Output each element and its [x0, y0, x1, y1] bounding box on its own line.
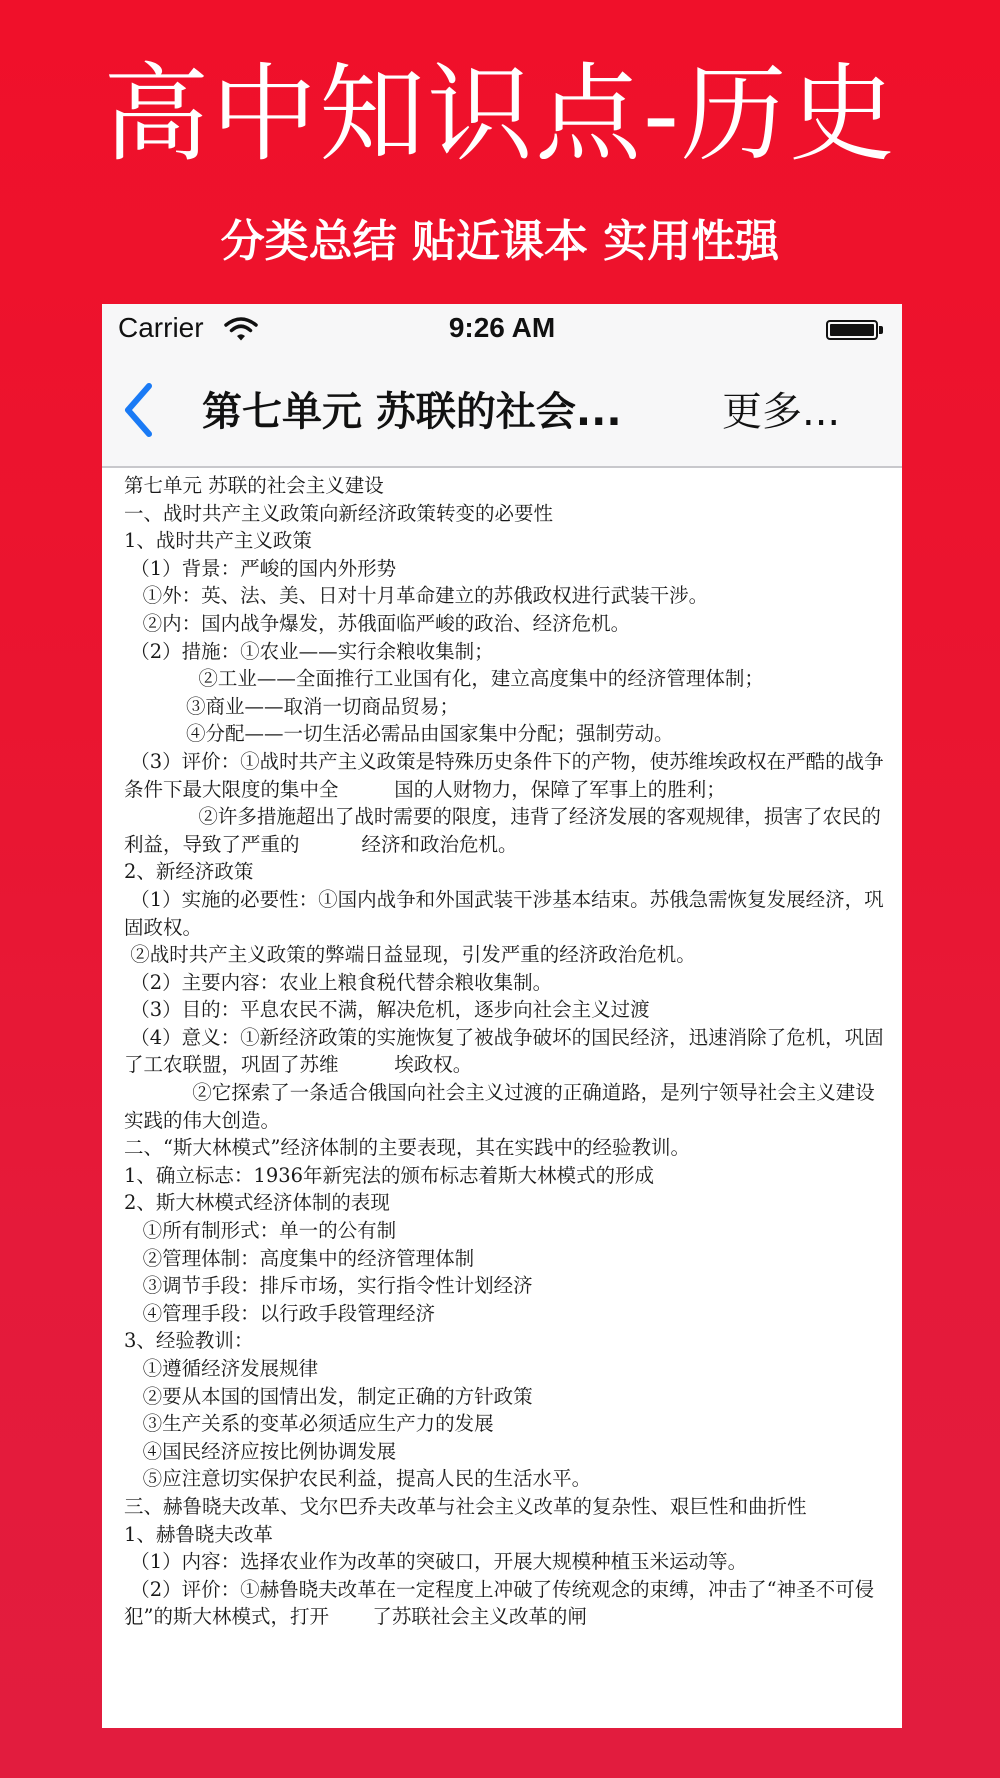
article-line: ①所有制形式：单一的公有制 [124, 1219, 397, 1243]
article-line: 1、确立标志：1936年新宪法的颁布标志着斯大林模式的形成 [124, 1163, 655, 1187]
article-line: 三、赫鲁晓夫改革、戈尔巴乔夫改革与社会主义改革的复杂性、艰巨性和曲折性 [124, 1494, 807, 1518]
battery-tip [879, 326, 883, 334]
navigation-bar [102, 356, 902, 468]
article-line: 2、新经济政策 [124, 860, 254, 884]
article-line: ②战时共产主义政策的弊端日益显现，引发严重的经济政治危机。 [124, 943, 696, 967]
carrier-label: Carrier [118, 312, 204, 343]
article-line: ②管理体制：高度集中的经济管理体制 [124, 1246, 475, 1270]
article-line: 1、战时共产主义政策 [124, 529, 312, 553]
article-line: ⑤应注意切实保护农民利益，提高人民的生活水平。 [124, 1467, 592, 1491]
article-line: （2）评价：①赫鲁晓夫改革在一定程度上冲破了传统观念的束缚，冲击了“神圣不可侵犯”的斯大林模式，打开 了苏联社会主义改革的闸 [124, 1577, 875, 1629]
article-line: ③商业——取消一切商品贸易； [124, 694, 460, 718]
battery-icon [826, 320, 878, 340]
article-line: ②内：国内战争爆发，苏俄面临严峻的政治、经济危机。 [124, 611, 631, 635]
article-line: ②许多措施超出了战时需要的限度，违背了经济发展的客观规律，损害了农民的利益，导致了严重的 经济和政治危机。 [124, 805, 881, 856]
article-line: （4）意义：①新经济政策的实施恢复了被战争破坏的国民经济，迅速消除了危机，巩固了工农联盟，巩固了苏维 埃政权。 [124, 1025, 884, 1077]
nav-title: 第七单元 苏联的社会... [202, 389, 622, 435]
article-line: （1）内容：选择农业作为改革的突破口，开展大规模种植玉米运动等。 [124, 1550, 748, 1574]
article-line: 1、赫鲁晓夫改革 [124, 1522, 273, 1546]
article-line: ④分配——一切生活必需品由国家集中分配；强制劳动。 [124, 722, 674, 746]
back-chevron-icon[interactable] [116, 380, 166, 440]
more-button[interactable]: 更多... [722, 389, 841, 435]
article-line: ①外：英、法、美、日对十月革命建立的苏俄政权进行武装干涉。 [124, 584, 709, 608]
article-line: 一、战时共产主义政策向新经济政策转变的必要性 [124, 501, 554, 525]
status-time: 9:26 AM [448, 312, 556, 343]
article-content[interactable] [124, 466, 884, 1728]
phone-screen [102, 304, 902, 1728]
article-line: （2）主要内容：农业上粮食税代替余粮收集制。 [124, 970, 553, 994]
article-line: ②工业——全面推行工业国有化，建立高度集中的经济管理体制； [124, 667, 764, 691]
article-line: ②要从本国的国情出发，制定正确的方针政策 [124, 1384, 533, 1408]
article-line: 第七单元 苏联的社会主义建设 [124, 474, 384, 497]
status-bar [102, 304, 902, 356]
article-line: （2）措施：①农业——实行余粮收集制； [124, 639, 494, 663]
article-line: 二、“斯大林模式”经济体制的主要表现，其在实践中的经验教训。 [124, 1136, 690, 1160]
article-line: ①遵循经济发展规律 [124, 1357, 319, 1380]
article-line: ③调节手段：排斥市场，实行指令性计划经济 [124, 1274, 533, 1298]
article-line: （1）背景：严峻的国内外形势 [124, 556, 397, 580]
article-line: 3、经验教训： [124, 1329, 254, 1353]
article-line: ②它探索了一条适合俄国向社会主义过渡的正确道路，是列宁领导社会主义建设实践的伟大创造。 [124, 1081, 875, 1132]
article-line: ④管理手段：以行政手段管理经济 [124, 1301, 436, 1325]
article-line: （1）实施的必要性：①国内战争和外国武装干涉基本结束。苏俄急需恢复发展经济，巩固政权。 [124, 887, 884, 939]
article-line: ④国民经济应按比例协调发展 [124, 1439, 397, 1463]
article-line: 2、斯大林模式经济体制的表现 [124, 1191, 390, 1215]
article-line: ③生产关系的变革必须适应生产力的发展 [124, 1412, 494, 1436]
promo-title: 高中知识点-历史 [103, 53, 897, 176]
article-line: （3）目的：平息农民不满，解决危机，逐步向社会主义过渡 [124, 998, 650, 1022]
promo-subtitle: 分类总结 贴近课本 实用性强 [220, 216, 780, 267]
article-line: （3）评价：①战时共产主义政策是特殊历史条件下的产物，使苏维埃政权在严酷的战争条件下最大限度的集中全 国的人财物力，保障了军事上的胜利； [124, 749, 884, 801]
